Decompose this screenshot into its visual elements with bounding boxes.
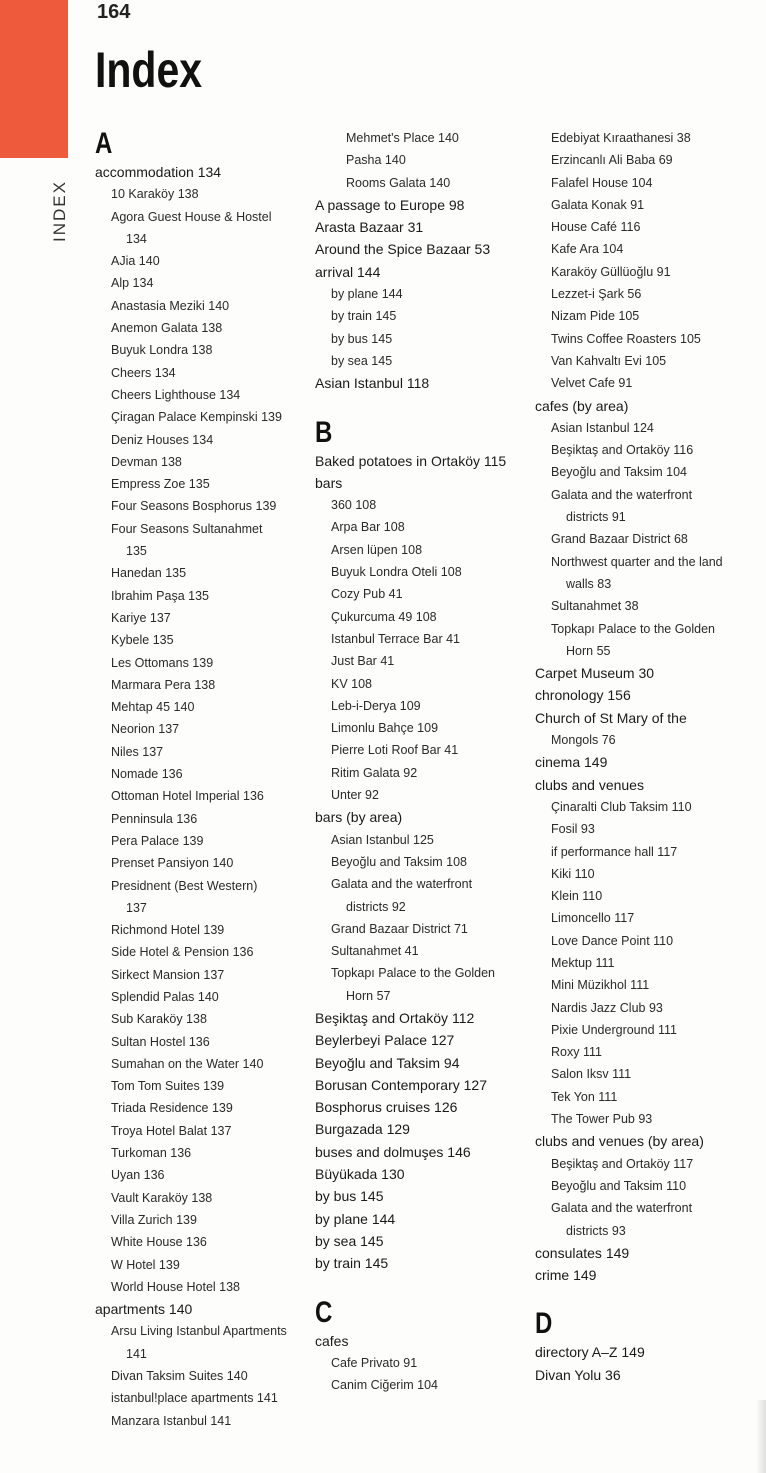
index-subentry: Asian Istanbul 124 — [551, 420, 654, 435]
letter-heading: C — [315, 1295, 333, 1329]
index-subentry: The Tower Pub 93 — [551, 1112, 653, 1127]
index-subentry: Just Bar 41 — [331, 654, 395, 669]
index-subentry: Twins Coffee Roasters 105 — [551, 331, 701, 346]
index-subentry: Penninsula 136 — [111, 811, 198, 826]
index-entry: Büyükada 130 — [315, 1166, 405, 1183]
index-entry: cinema 149 — [535, 754, 608, 771]
index-subentry: Çinaralti Club Taksim 110 — [551, 799, 692, 814]
index-column-2 — [315, 127, 530, 1396]
index-subentry: Alp 134 — [111, 276, 154, 291]
index-subentry: 360 108 — [331, 498, 377, 513]
index-subentry: Limoncello 117 — [551, 911, 635, 926]
index-subentry: 141 — [126, 1346, 147, 1361]
index-subentry: Karaköy Güllüoğlu 91 — [551, 264, 671, 279]
index-subentry: 137 — [126, 900, 147, 915]
index-entry: clubs and venues — [535, 776, 644, 793]
index-subentry: Pera Palace 139 — [111, 833, 204, 848]
chapter-tab — [0, 0, 68, 158]
index-entry: by train 145 — [315, 1255, 389, 1272]
index-subentry: Sirkect Mansion 137 — [111, 967, 225, 982]
index-subentry: Lezzet-i Şark 56 — [551, 287, 642, 302]
index-subentry: Pasha 140 — [346, 153, 406, 168]
page-title: Index — [95, 42, 203, 98]
index-subentry: Sumahan on the Water 140 — [111, 1056, 264, 1071]
index-subentry: districts 91 — [566, 510, 626, 525]
index-subentry: istanbul!place apartments 141 — [111, 1391, 278, 1406]
index-subentry: Velvet Cafe 91 — [551, 376, 633, 391]
index-subentry: districts 93 — [566, 1223, 626, 1238]
index-subentry: Galata Konak 91 — [551, 197, 645, 212]
index-subentry: Arpa Bar 108 — [331, 520, 405, 535]
index-entry: by bus 145 — [315, 1188, 384, 1205]
index-subentry: Kiki 110 — [551, 866, 595, 881]
index-subentry: Splendid Palas 140 — [111, 989, 219, 1004]
index-entry: arrival 144 — [315, 263, 381, 280]
letter-heading: D — [535, 1307, 553, 1341]
index-subentry: Horn 57 — [346, 988, 391, 1003]
index-subentry: Buyuk Londra 138 — [111, 343, 213, 358]
index-subentry: if performance hall 117 — [551, 844, 678, 859]
index-subentry: Mektup 111 — [551, 955, 615, 970]
index-subentry: Galata and the waterfront — [551, 1201, 693, 1216]
index-entry: cafes — [315, 1332, 349, 1349]
index-entry: Asian Istanbul 118 — [315, 375, 430, 392]
index-subentry: Deniz Houses 134 — [111, 432, 214, 447]
index-subentry: Grand Bazaar District 71 — [331, 921, 468, 936]
index-entry: Borusan Contemporary 127 — [315, 1076, 487, 1093]
index-subentry: Edebiyat Kıraathanesi 38 — [551, 131, 691, 145]
index-subentry: Falafel House 104 — [551, 175, 653, 190]
index-subentry: Beyoğlu and Taksim 110 — [551, 1178, 687, 1193]
index-column-3 — [535, 127, 763, 1386]
index-subentry: House Café 116 — [551, 220, 641, 235]
index-subentry: Mini Müzikhol 111 — [551, 978, 650, 993]
index-entry: Divan Yolu 36 — [535, 1366, 621, 1383]
index-subentry: Four Seasons Bosphorus 139 — [111, 499, 277, 514]
index-subentry: Devman 138 — [111, 454, 182, 469]
index-entry: Baked potatoes in Ortaköy 115 — [315, 452, 507, 469]
letter-heading: B — [315, 415, 333, 449]
index-subentry: Nomade 136 — [111, 767, 183, 782]
index-subentry: Roxy 111 — [551, 1045, 602, 1060]
index-subentry: Leb-i-Derya 109 — [331, 698, 421, 713]
letter-heading: A — [95, 127, 113, 160]
index-subentry: Rooms Galata 140 — [346, 175, 451, 190]
index-subentry: Cozy Pub 41 — [331, 587, 403, 602]
index-subentry: Sub Karaköy 138 — [111, 1012, 207, 1027]
index-subentry: Salon Iksv 111 — [551, 1067, 632, 1082]
index-subentry: Troya Hotel Balat 137 — [111, 1123, 232, 1138]
index-entry: bars (by area) — [315, 809, 403, 826]
index-subentry: AJia 140 — [111, 254, 160, 269]
section-gap — [535, 1286, 763, 1307]
index-subentry: Nardis Jazz Club 93 — [551, 1000, 663, 1015]
index-subentry: Nizam Pide 105 — [551, 309, 640, 324]
index-subentry: Limonlu Bahçe 109 — [331, 721, 439, 736]
index-entry: accommodation 134 — [95, 164, 222, 180]
index-subentry: Istanbul Terrace Bar 41 — [331, 631, 461, 646]
index-subentry: by plane 144 — [331, 287, 403, 302]
index-subentry: Tom Tom Suites 139 — [111, 1079, 225, 1094]
index-subentry: Horn 55 — [566, 643, 611, 658]
index-subentry: Side Hotel & Pension 136 — [111, 945, 254, 960]
index-subentry: W Hotel 139 — [111, 1257, 180, 1272]
index-subentry: Love Dance Point 110 — [551, 933, 674, 948]
index-entry: Beşiktaş and Ortaköy 112 — [315, 1009, 475, 1026]
index-subentry: Agora Guest House & Hostel — [111, 209, 272, 224]
index-entry: by plane 144 — [315, 1210, 396, 1227]
index-subentry: Northwest quarter and the land — [551, 554, 723, 569]
index-subentry: Topkapı Palace to the Golden — [551, 621, 716, 636]
index-subentry: Grand Bazaar District 68 — [551, 532, 688, 547]
section-side-label — [48, 176, 72, 246]
index-subentry: Divan Taksim Suites 140 — [111, 1369, 248, 1384]
index-subentry: Çukurcuma 49 108 — [331, 609, 437, 624]
index-subentry: Arsu Living Istanbul Apartments — [111, 1324, 287, 1339]
index-subentry: Turkoman 136 — [111, 1146, 192, 1161]
index-subentry: by train 145 — [331, 309, 397, 324]
index-subentry: Sultan Hostel 136 — [111, 1034, 210, 1049]
index-subentry: Sultanahmet 38 — [551, 599, 639, 614]
index-subentry: Kariye 137 — [111, 610, 171, 625]
index-subentry: Van Kahvaltı Evi 105 — [551, 353, 667, 368]
index-entry: apartments 140 — [95, 1301, 193, 1318]
index-subentry: Erzincanlı Ali Baba 69 — [551, 153, 673, 168]
index-entry: clubs and venues (by area) — [535, 1133, 704, 1150]
index-subentry: Mehtap 45 140 — [111, 700, 195, 715]
index-subentry: by bus 145 — [331, 331, 393, 346]
index-entry: Beyoğlu and Taksim 94 — [315, 1054, 460, 1071]
index-subentry: 134 — [126, 231, 147, 246]
index-entry: Arasta Bazaar 31 — [315, 219, 424, 236]
index-subentry: Anemon Galata 138 — [111, 321, 223, 336]
index-subentry: Uyan 136 — [111, 1168, 165, 1183]
index-subentry: Unter 92 — [331, 788, 379, 803]
page-edge-shadow — [756, 1400, 766, 1473]
index-subentry: 10 Karaköy 138 — [111, 187, 199, 202]
index-subentry: Four Seasons Sultanahmet — [111, 521, 263, 536]
index-subentry: Çiragan Palace Kempinski 139 — [111, 410, 282, 425]
index-subentry: Manzara Istanbul 141 — [111, 1413, 232, 1428]
index-subentry: Galata and the waterfront — [551, 487, 693, 502]
index-subentry: Tek Yon 111 — [551, 1089, 618, 1104]
index-subentry: Ritim Galata 92 — [331, 765, 418, 780]
index-subentry: Pierre Loti Roof Bar 41 — [331, 743, 459, 758]
index-entry: crime 149 — [535, 1267, 597, 1284]
index-subentry: Pixie Underground 111 — [551, 1022, 678, 1037]
index-entry: Bosphorus cruises 126 — [315, 1099, 458, 1116]
index-subentry: Les Ottomans 139 — [111, 655, 214, 670]
index-subentry: KV 108 — [331, 676, 373, 691]
index-subentry: Neorion 137 — [111, 722, 180, 737]
index-subentry: Hanedan 135 — [111, 566, 187, 581]
index-subentry: Topkapı Palace to the Golden — [331, 966, 496, 981]
index-subentry: Empress Zoe 135 — [111, 477, 210, 492]
index-subentry: Mehmet's Place 140 — [346, 131, 459, 145]
index-entry: bars — [315, 474, 343, 491]
index-subentry: Cheers Lighthouse 134 — [111, 387, 241, 402]
index-subentry: Beyoğlu and Taksim 108 — [331, 854, 467, 869]
index-subentry: Ottoman Hotel Imperial 136 — [111, 789, 264, 804]
index-entry: Around the Spice Bazaar 53 — [315, 241, 491, 258]
index-subentry: Sultanahmet 41 — [331, 944, 419, 959]
index-subentry: Anastasia Meziki 140 — [111, 298, 230, 313]
index-subentry: districts 92 — [346, 899, 406, 914]
index-subentry: Villa Zurich 139 — [111, 1212, 197, 1227]
index-subentry: Marmara Pera 138 — [111, 677, 216, 692]
index-subentry: Vault Karaköy 138 — [111, 1190, 213, 1205]
index-subentry: Ibrahim Paşa 135 — [111, 588, 209, 603]
index-entry: A passage to Europe 98 — [315, 196, 465, 213]
index-subentry: 135 — [126, 544, 147, 559]
index-subentry: Triada Residence 139 — [111, 1101, 233, 1116]
index-subentry: Presidnent (Best Western) — [111, 878, 258, 893]
index-entry: Beylerbeyi Palace 127 — [315, 1032, 455, 1049]
index-subentry: Prenset Pansiyon 140 — [111, 856, 234, 871]
index-subentry: walls 83 — [566, 576, 612, 591]
index-entry: cafes (by area) — [535, 397, 629, 414]
index-entry: chronology 156 — [535, 687, 631, 704]
index-subentry: Arsen lüpen 108 — [331, 542, 423, 557]
index-subentry: Beyoğlu and Taksim 104 — [551, 465, 687, 480]
index-subentry: Kafe Ara 104 — [551, 242, 624, 257]
index-subentry: White House 136 — [111, 1235, 207, 1250]
index-subentry: Cafe Privato 91 — [331, 1355, 418, 1370]
index-subentry: Kybele 135 — [111, 633, 174, 648]
index-entry: consulates 149 — [535, 1244, 630, 1261]
index-entry: Carpet Museum 30 — [535, 665, 655, 682]
index-entry: Church of St Mary of the — [535, 709, 687, 726]
index-subentry: Fosil 93 — [551, 822, 595, 837]
index-entry: Burgazada 129 — [315, 1121, 410, 1138]
index-subentry: Beşiktaş and Ortaköy 117 — [551, 1156, 694, 1171]
index-subentry: Beşiktaş and Ortaköy 116 — [551, 443, 694, 458]
index-subentry: World House Hotel 138 — [111, 1279, 241, 1294]
index-column-1 — [95, 127, 300, 1432]
index-subentry: Niles 137 — [111, 744, 164, 759]
index-subentry: by sea 145 — [331, 353, 393, 368]
index-subentry: Klein 110 — [551, 889, 603, 904]
index-subentry: Canim Ciğerim 104 — [331, 1378, 438, 1393]
index-subentry: Richmond Hotel 139 — [111, 923, 225, 938]
index-subentry: Asian Istanbul 125 — [331, 832, 434, 847]
index-entry: by sea 145 — [315, 1232, 384, 1249]
index-subentry: Cheers 134 — [111, 365, 176, 380]
index-entry: directory A–Z 149 — [535, 1344, 645, 1361]
index-subentry: Mongols 76 — [551, 733, 616, 748]
index-subentry: Buyuk Londra Oteli 108 — [331, 565, 462, 580]
page-number: 164 — [97, 1, 131, 23]
section-gap — [315, 1275, 530, 1296]
section-gap — [315, 395, 530, 416]
index-entry: buses and dolmuşes 146 — [315, 1143, 471, 1160]
index-subentry: Galata and the waterfront — [331, 877, 473, 892]
side-label-text: INDEX — [50, 180, 69, 242]
